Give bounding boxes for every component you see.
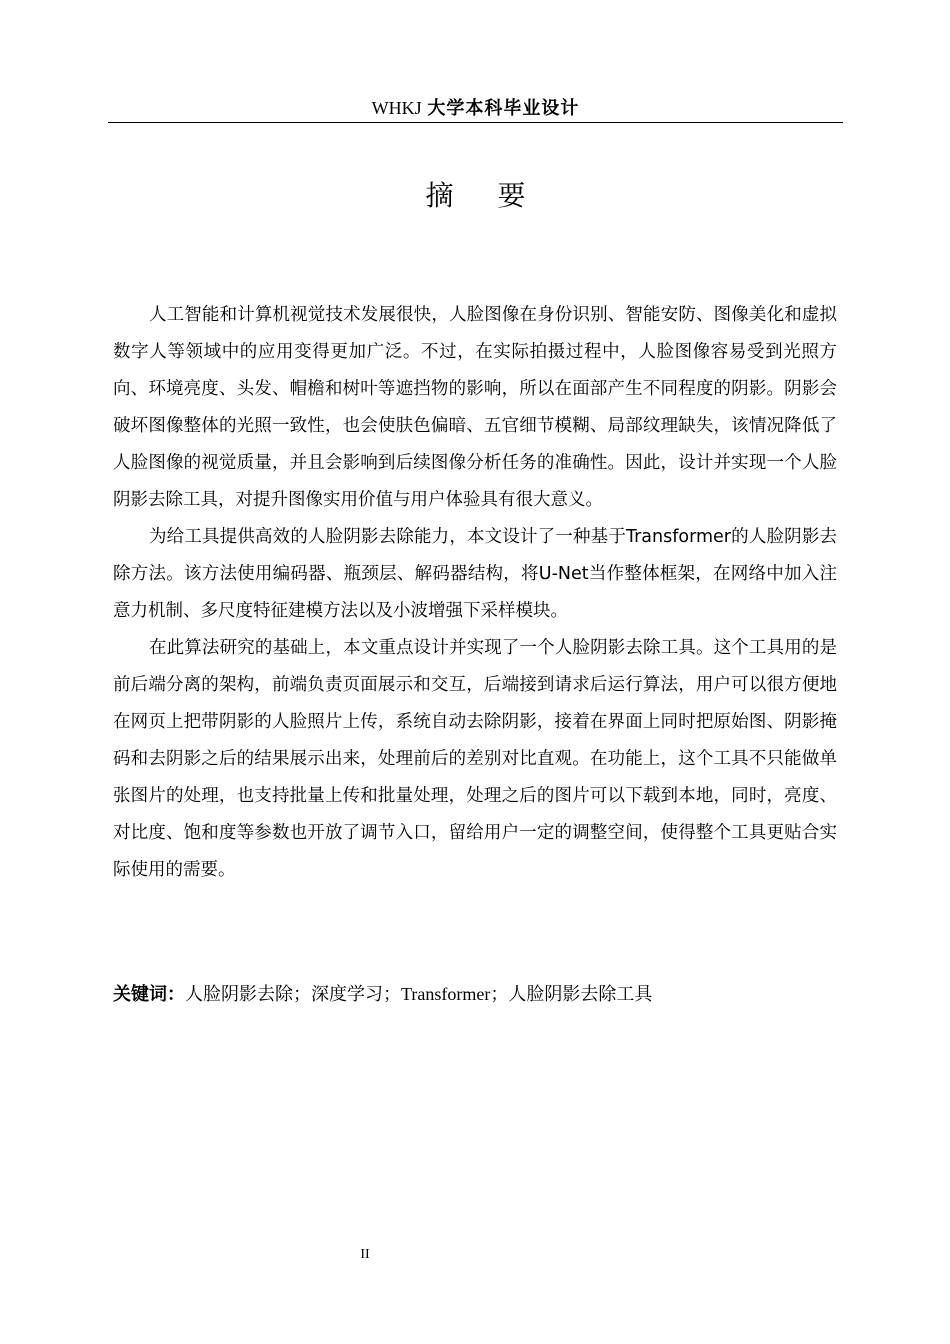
abstract-paragraph-3: 在此算法研究的基础上，本文重点设计并实现了一个人脸阴影去除工具。这个工具用的是前后端分离的架构，前端负责页面展示和交互，后端接到请求后运行算法，用户可以很方便地在网页上把带阴影的人脸照片上传，系统自动去除阴影，接着在界面上同时把原始图、阴影掩码和去阴影之后的结果展示出来，处理前后的差别对比直观。在功能上，这个工具不只能做单张图片的处理，也支持批量上传和批量处理，处理之后的图片可以下载到本地，同时，亮度、对比度、饱和度等参数也开放了调节入口，留给用户一定的调整空间，使得整个工具更贴合实际使用的需要。 — [113, 638, 837, 880]
running-header — [108, 96, 843, 121]
abstract-paragraph-1: 人工智能和计算机视觉技术发展很快，人脸图像在身份识别、智能安防、图像美化和虚拟数字人等领域中的应用变得更加广泛。不过，在实际拍摄过程中，人脸图像容易受到光照方向、环境亮度、头发、帽檐和树叶等遮挡物的影响，所以在面部产生不同程度的阴影。阴影会破坏图像整体的光照一致性，也会使肤色偏暗、五官细节模糊、局部纹理缺失，该情况降低了人脸图像的视觉质量，并且会影响到后续图像分析任务的准确性。因此，设计并实现一个人脸阴影去除工具，对提升图像实用价值与用户体验具有很大意义。 — [113, 305, 837, 510]
header-institution: WHKJ — [371, 98, 422, 118]
header-title: 大学本科毕业设计 — [427, 98, 580, 119]
abstract-body — [113, 297, 837, 889]
page-number: II — [360, 1247, 370, 1262]
header-divider — [108, 122, 843, 123]
keywords-label: 关键词： — [113, 984, 185, 1005]
keywords-text: 人脸阴影去除；深度学习；Transformer；人脸阴影去除工具 — [185, 984, 653, 1004]
keywords-line — [113, 980, 837, 1009]
abstract-title: 摘要 — [425, 179, 570, 212]
abstract-paragraph-2: 为给工具提供高效的人脸阴影去除能力，本文设计了一种基于Transformer的人脸阴影去除方法。该方法使用编码器、瓶颈层、解码器结构，将U-Net当作整体框架，在网络中加入注意力机制、多尺度特征建模方法以及小波增强下采样模块。 — [113, 527, 837, 621]
